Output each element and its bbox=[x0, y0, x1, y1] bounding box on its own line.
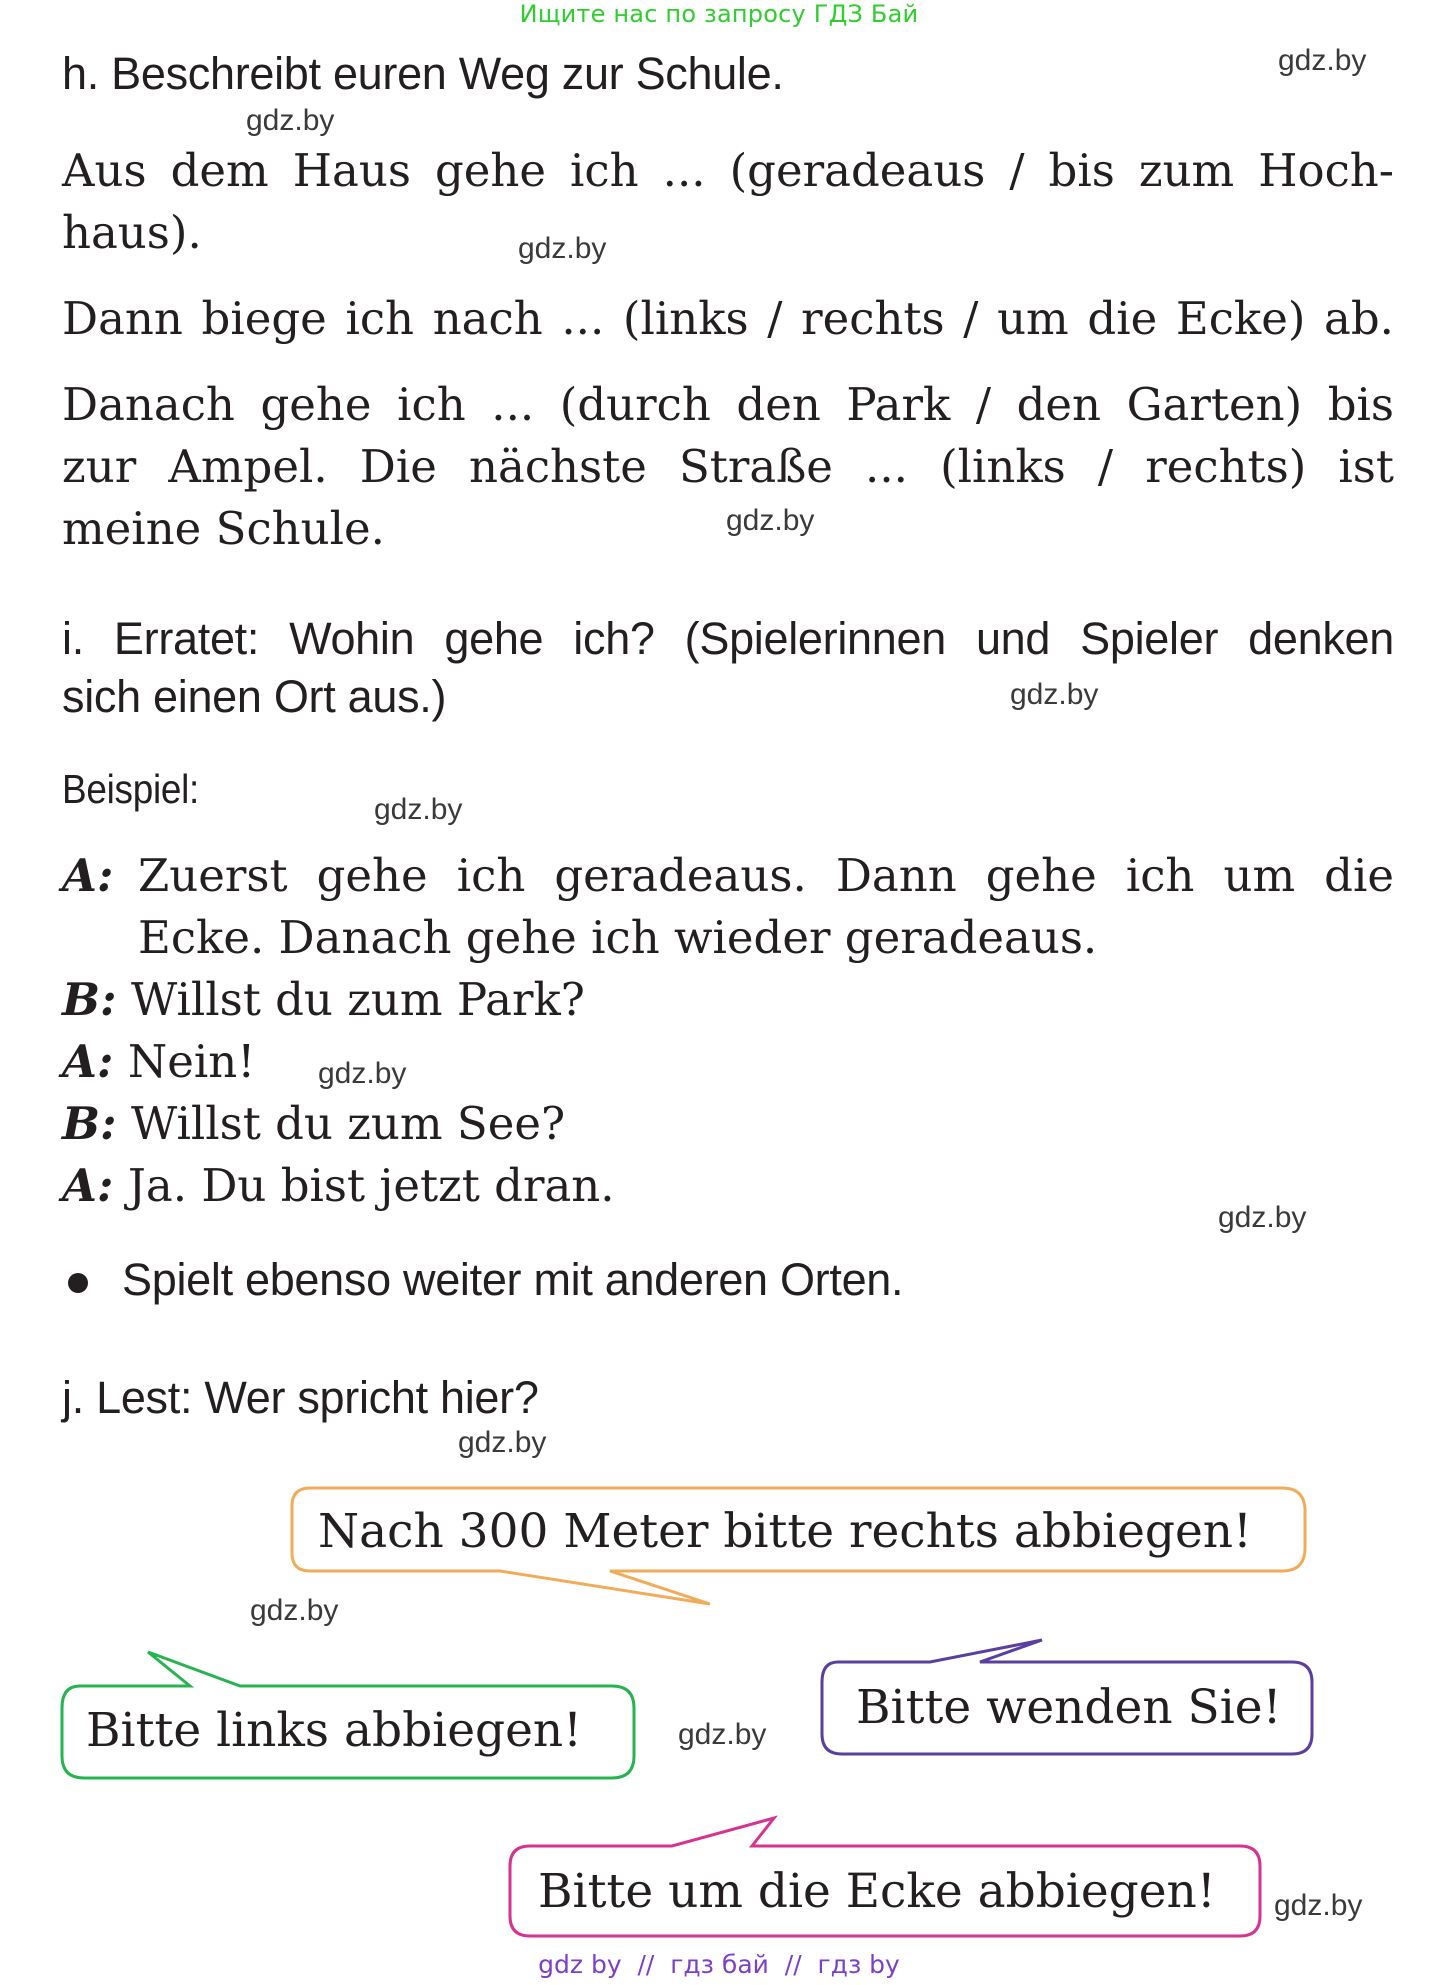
text-line: Danach gehe ich ... (durch den Park / den Garten) bis bbox=[62, 378, 1394, 431]
watermark: gdz.by bbox=[318, 1057, 407, 1090]
text-line: Aus dem Haus gehe ich ... (geradeaus / bis zum Hoch- bbox=[62, 144, 1394, 197]
footer-links: gdz by // гдз бай // гдз by bbox=[538, 1950, 900, 1979]
watermark: gdz.by bbox=[1218, 1201, 1307, 1234]
text-line: Dann biege ich nach ... (links / rechts / um die Ecke) ab. bbox=[62, 292, 1394, 345]
dialogue-text: Willst du zum Park? bbox=[130, 973, 585, 1026]
text-line: meine Schule. bbox=[62, 502, 385, 555]
heading-line: i. Erratet: Wohin gehe ich? (Spielerinnen und Spieler denken bbox=[62, 613, 1394, 664]
text-line: zur Ampel. Die nächste Straße ... (links / rechts) ist bbox=[62, 440, 1394, 493]
section-h-heading: h. Beschreibt euren Weg zur Schule. bbox=[62, 48, 784, 99]
example-label: Beispiel: bbox=[62, 766, 200, 812]
dialogue-text: Ecke. Danach gehe ich wieder geradeaus. bbox=[138, 911, 1098, 964]
bubble-text-purple: Bitte wenden Sie! bbox=[856, 1680, 1282, 1735]
watermark: gdz.by bbox=[1274, 1889, 1363, 1922]
speaker-label: B: bbox=[62, 973, 117, 1026]
speaker-label: A: bbox=[62, 1159, 114, 1212]
text-line: haus). bbox=[62, 206, 202, 259]
dialogue-text: Ja. Du bist jetzt dran. bbox=[127, 1159, 615, 1212]
watermark: gdz.by bbox=[518, 232, 607, 265]
speaker-label: B: bbox=[62, 1097, 117, 1150]
dialogue-text: Willst du zum See? bbox=[130, 1097, 566, 1150]
speaker-label: A: bbox=[62, 849, 114, 902]
heading-line: sich einen Ort aus.) bbox=[62, 671, 447, 722]
watermark: gdz.by bbox=[246, 104, 335, 137]
bullet-text: Spielt ebenso weiter mit anderen Orten. bbox=[122, 1254, 904, 1305]
watermark: gdz.by bbox=[250, 1594, 339, 1627]
dialogue-text: Nein! bbox=[127, 1035, 256, 1088]
bubble-text-orange: Nach 300 Meter bitte rechts abbiegen! bbox=[318, 1504, 1252, 1559]
watermark: gdz.by bbox=[678, 1718, 767, 1751]
bubble-text-pink: Bitte um die Ecke abbiegen! bbox=[538, 1864, 1216, 1919]
bubble-text-green: Bitte links abbiegen! bbox=[86, 1703, 583, 1758]
top-banner: Ищите нас по запросу ГДЗ Бай bbox=[519, 0, 919, 28]
section-j-heading: j. Lest: Wer spricht hier? bbox=[62, 1372, 539, 1423]
watermark: gdz.by bbox=[726, 504, 815, 537]
watermark: gdz.by bbox=[1278, 44, 1367, 77]
speaker-label: A: bbox=[62, 1035, 114, 1088]
watermark: gdz.by bbox=[1010, 678, 1099, 711]
watermark: gdz.by bbox=[458, 1426, 547, 1459]
dialogue-text: Zuerst gehe ich geradeaus. Dann gehe ich um die bbox=[138, 849, 1394, 902]
watermark: gdz.by bbox=[374, 793, 463, 826]
